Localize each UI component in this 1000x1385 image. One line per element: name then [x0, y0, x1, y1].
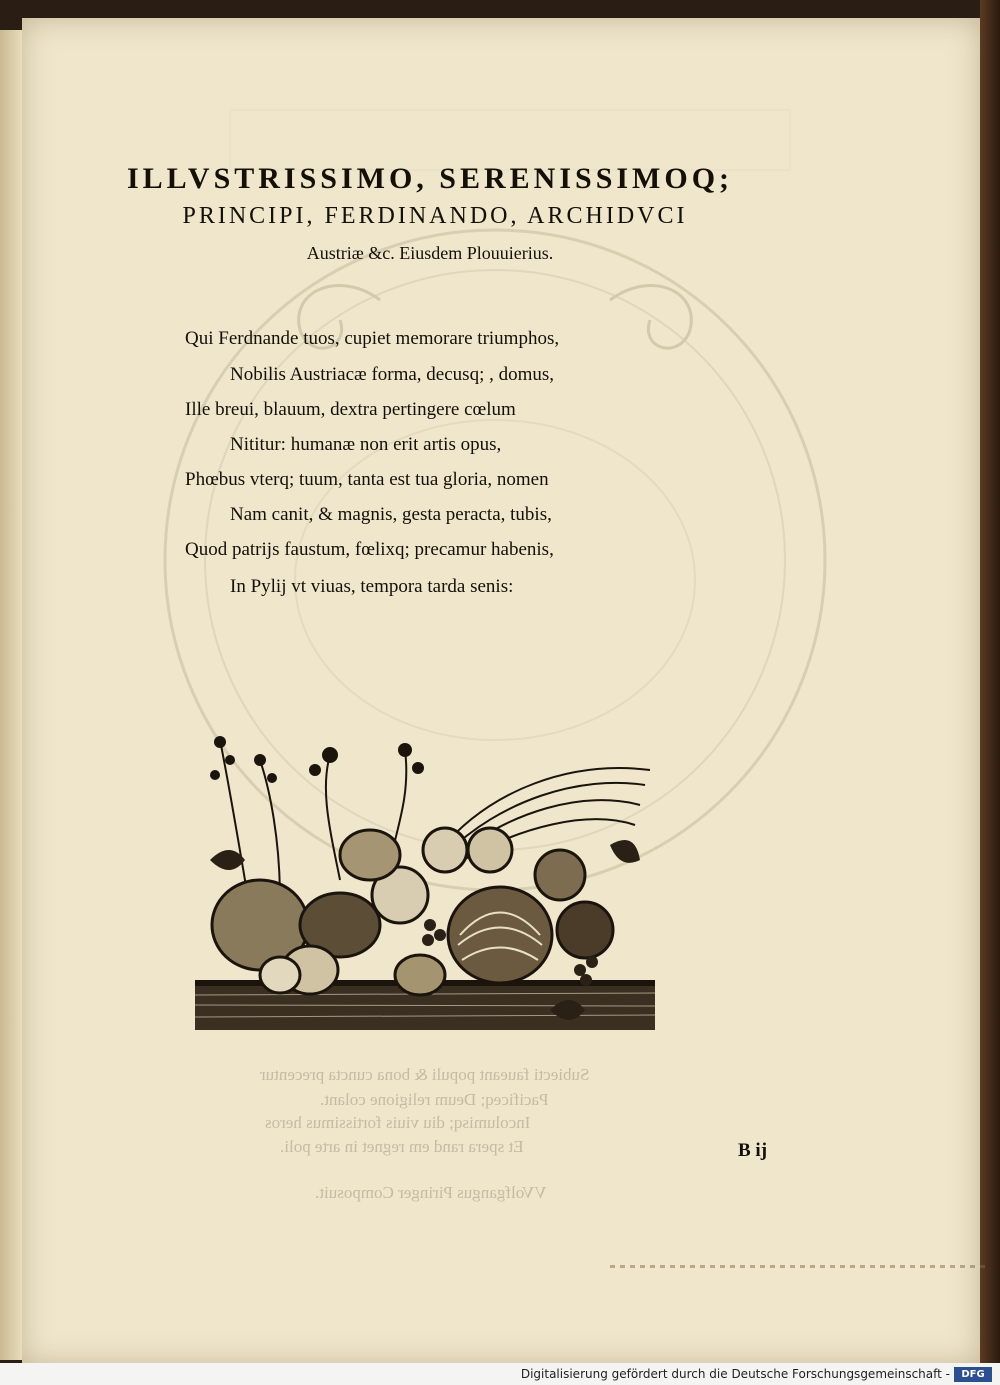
verse-line: Quod patrijs faustum, fœlixq; precamur habenis,: [185, 539, 554, 560]
verse-line: Phœbus vterq; tuum, tanta est tua gloria, nomen: [185, 469, 549, 490]
bleed-text-line: Pacificeq; Deum religione colant.: [320, 1090, 549, 1109]
page-edge-dashes: [610, 1265, 990, 1268]
fruit-woodcut-illustration: [190, 730, 660, 1040]
footer-credit: Digitalisierung gefördert durch die Deutsche Forschungsgemeinschaft -: [520, 1367, 950, 1381]
digitization-footer: [0, 1363, 1000, 1385]
verse-line: Qui Ferdnande tuos, cupiet memorare triumphos,: [185, 328, 560, 349]
heading-line-1: ILLVSTRISSIMO, SERENISSIMOQ;: [126, 162, 734, 195]
verse-line: Nititur: humanæ non erit artis opus,: [230, 434, 502, 455]
verse-line: In Pylij vt viuas, tempora tarda senis:: [230, 576, 514, 597]
bleed-text-line: Subiecti faueant populi & bona cuncta precentur: [260, 1065, 590, 1084]
verse-line: Ille breui, blauum, dextra pertingere cœlum: [185, 399, 516, 420]
verse-line: Nam canit, & magnis, gesta peracta, tubis,: [230, 504, 552, 525]
dfg-logo: DFG: [954, 1367, 992, 1382]
signature-mark: B ij: [738, 1140, 768, 1161]
bleed-text-line: Incolumisq; diu viuis fortissimus heros: [265, 1113, 531, 1132]
verse-line: Nobilis Austriacæ forma, decusq; , domus,: [230, 364, 555, 385]
heading-line-2: PRINCIPI, FERDINANDO, ARCHIDVCI: [182, 203, 688, 229]
heading-line-3: Austriæ &c. Eiusdem Plouuierius.: [306, 243, 554, 263]
bleed-text-line: Et spera rand em regnet in arte poli.: [280, 1137, 524, 1156]
bleed-text-line: VVolfgangus Piringer Composuit.: [315, 1183, 547, 1202]
